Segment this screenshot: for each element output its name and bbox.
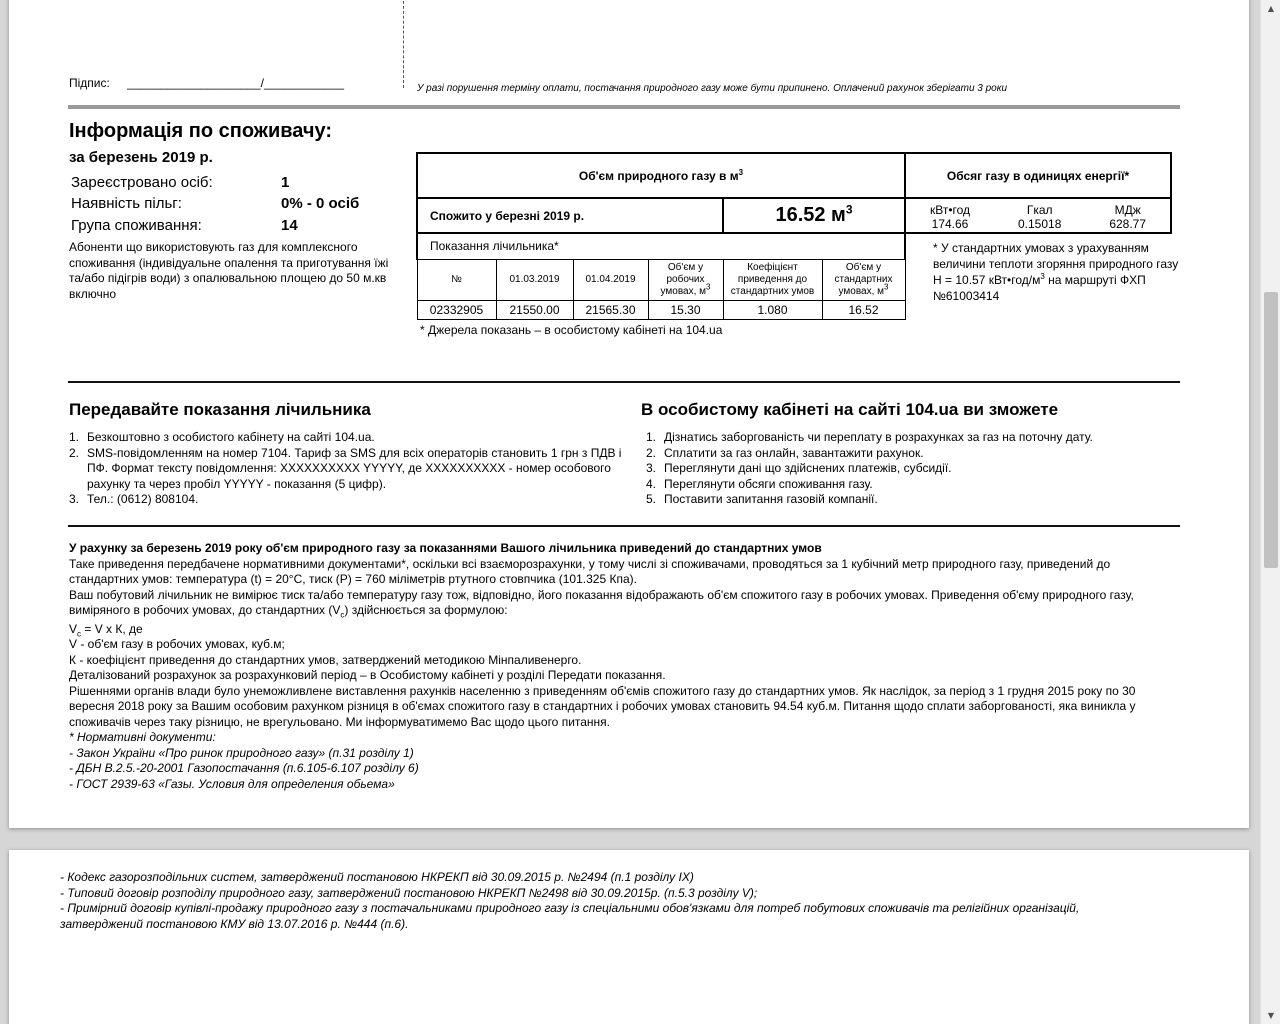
v-definition: V - об'єм газу в робочих умовах, куб.м; [69, 637, 285, 651]
col-number: № [417, 259, 496, 300]
signature-line [69, 76, 344, 90]
scroll-down-icon[interactable]: ▼ [1267, 1011, 1275, 1020]
registered-value: 1 [281, 174, 290, 191]
bill-page-1 [9, 0, 1249, 828]
doc-item: - Примірний договір купівлі-продажу природного газу з постачальниками природного газу із спеціальними обов'язками для потреб побутових споживачів та релігійних організацій, затверджений постановою КМУ від 13.07.2016 р. №444 (п.6). [60, 901, 1080, 931]
standard-volume: 16.52 [822, 300, 905, 319]
col-date-end: 01.04.2019 [573, 259, 648, 300]
list-item: 3. Переглянути дані що здійснених платежів, субсидії. [646, 461, 952, 475]
group-value: 14 [281, 217, 298, 234]
list-item: 2. Сплатити за газ онлайн, завантажити рахунок. [646, 445, 924, 460]
energy-note: * У стандартних умовах з урахуванням величини теплоти згоряння природного газу Н = 10.57 $кВт•год/м^3$ на маршруті ФХП №61003414 [933, 241, 1179, 303]
docs-title: * Нормативні документи: [69, 730, 216, 744]
consumed-label: Спожито у березні 2019 р. [417, 198, 723, 233]
group-label: Група споживання: [71, 217, 202, 234]
list-item: 5. Поставити запитання газовій компанії. [646, 492, 878, 506]
benefits-label: Наявність пільг: [71, 195, 182, 212]
cabinet-list [646, 430, 1176, 508]
col-standard-volume: Об'єм у стандартних умовах, $м^3$ [822, 259, 905, 300]
scroll-up-icon[interactable]: ▲ [1267, 4, 1275, 13]
payment-notice: У разі порушення терміну оплати, постачання природного газу може бути припинено. Оплачений рахунок зберігати 3 роки [417, 83, 1008, 94]
doc-item: - Закон України «Про ринок природного газу» (п.31 розділу 1) [69, 745, 414, 760]
source-note: * Джерела показань – в особистому кабінеті на 104.ua [420, 323, 723, 337]
detail-note: Деталізований розрахунок за розрахунковий період – в Особистому кабінеті у розділі Передати показання. [69, 668, 666, 682]
scrollbar-thumb[interactable] [1264, 292, 1278, 568]
list-item: 4. Переглянути обсяги споживання газу. [646, 476, 873, 491]
divider [68, 381, 1180, 383]
reading-end: 21565.30 [573, 300, 648, 319]
energy-kwh: кВт•год 174.66 [929, 202, 971, 231]
k-definition: К - коефіцієнт приведення до стандартних умов, затверджений методикою Мінпаливенерго. [69, 652, 582, 667]
registered-label: Зареєстровано осіб: [71, 174, 213, 191]
col-coefficient: Коефіцієнт приведення до стандартних умов [723, 259, 822, 300]
energy-header: Обсяг газу в одиницях енергії* [905, 153, 1171, 198]
benefits-value: 0% - 0 осіб [281, 195, 360, 212]
doc-item: - Кодекс газорозподільних систем, затверджений постановою НКРЕКП від 30.09.2015 р. №2494 (п.1 розділу IX) [60, 870, 694, 884]
cabinet-title: В особистому кабінеті на сайті 104.ua ви зможете [641, 400, 1059, 419]
signature-label: Підпис: [69, 76, 110, 90]
divider [68, 105, 1180, 109]
consumer-note: Абоненти що використовують газ для комплексного споживання (індивідуальне опалення та приготування їжі та/або підігрів води) з опалювальною площею до 50 м.кв включно [69, 240, 389, 301]
energy-values [905, 198, 1171, 233]
meter-readings-label: Показання лічильника* [417, 233, 905, 259]
consumer-info-title: Інформація по споживачу: [69, 120, 333, 142]
reading-start: 21550.00 [496, 300, 573, 319]
info-paragraph: Ваш побутовий лічильник не вимірює тиск та/або температуру газу тож, відповідно, його показання відображають об'єм спожитого газу в робочих умовах. Приведення об'єму природного газу, виміряного в робочих умовах, до стандартних $(V_c)$ здійснюється за формулою: [69, 587, 1134, 620]
submit-readings-title: Передавайте показання лічильника [69, 400, 371, 419]
list-item: 3. Тел.: (0612) 808104. [69, 492, 199, 506]
consumer-period: за березень 2019 р. [69, 149, 213, 166]
standard-conditions-info [69, 541, 1179, 792]
formula: $V_c = V$ х К, де [69, 621, 143, 638]
list-item: 1. Дізнатись заборгованість чи переплату в розрахунках за газ на поточну дату. [646, 430, 1093, 444]
doc-item: - Типовий договір розподілу природного газу, затверджений постановою НКРЕКП №2498 від 30.09.2015р. (п.5.3 розділу V); [60, 885, 758, 900]
vertical-scrollbar[interactable] [1260, 0, 1280, 1024]
info-paragraph: Рішеннями органів влади було унеможливлене виставлення рахунків населенню з приведенням об'ємів спожитого газу до стандартних умов. Як наслідок, за період з 1 грудня 2015 року по 30 вересня 2018 року за Вашим особовим рахунком різниця в об'ємах спожитого газу в стандартних і робочих умовах становить 94.54 куб.м. Питання щодо сплати заборгованості, яка виникла у споживачів через таку різницю, не врегульовано. Ми інформуватимемо Вас щодо цього питання. [69, 683, 1136, 729]
info-paragraph: Таке приведення передбачене нормативними документами*, оскільки всі взаєморозрахунки, у тому числі зі споживачами, проводяться за 1 кубічний метр природного газу, приведений до стандартних умов: температура (t) = 20°С, тиск (Р) = 760 міліметрів ртутного стовпчика (101.325 Кпа). [69, 556, 1111, 586]
submit-readings-list [69, 430, 629, 508]
doc-item: - ДБН В.2.5.-20-2001 Газопостачання (п.6.105-6.107 розділу 6) [69, 761, 419, 775]
col-date-start: 01.03.2019 [496, 259, 573, 300]
energy-gcal: Гкал 0.15018 [1017, 202, 1062, 231]
divider [68, 525, 1180, 527]
list-item: 2. SMS-повідомленням на номер 7104. Тариф за SMS для всіх операторів становить 1 грн з ПДВ і ПФ. Формат тексту повідомлення: XXXXXXXXXX YYYYY, де XXXXXXXXXX - номер особового рахунку та через пробіл YYYYY - показання (5 цифр). [69, 445, 622, 491]
list-item: 1. Безкоштовно з особистого кабінету на сайті 104.ua. [69, 430, 375, 444]
consumed-value: 16.52 $м^3$ [723, 198, 905, 233]
doc-item: - ГОСТ 2939-63 «Газы. Условия для определения обьема» [69, 776, 395, 791]
meter-number: 02332905 [417, 300, 496, 319]
regulatory-docs-continued [60, 870, 1140, 932]
cut-line [403, 0, 404, 88]
info-heading: У рахунку за березень 2019 року об'єм природного газу за показаннями Вашого лічильника приведений до стандартних умов [69, 541, 822, 555]
signature-blank: ____________________/____________ [127, 76, 345, 90]
coefficient: 1.080 [723, 300, 822, 319]
energy-mj: МДж 628.77 [1109, 202, 1147, 231]
col-working-volume: Об'єм у робочих умовах, $м^3$ [648, 259, 723, 300]
working-volume: 15.30 [648, 300, 723, 319]
volume-header: Об'єм природного газу в $м^3$ [417, 153, 905, 198]
